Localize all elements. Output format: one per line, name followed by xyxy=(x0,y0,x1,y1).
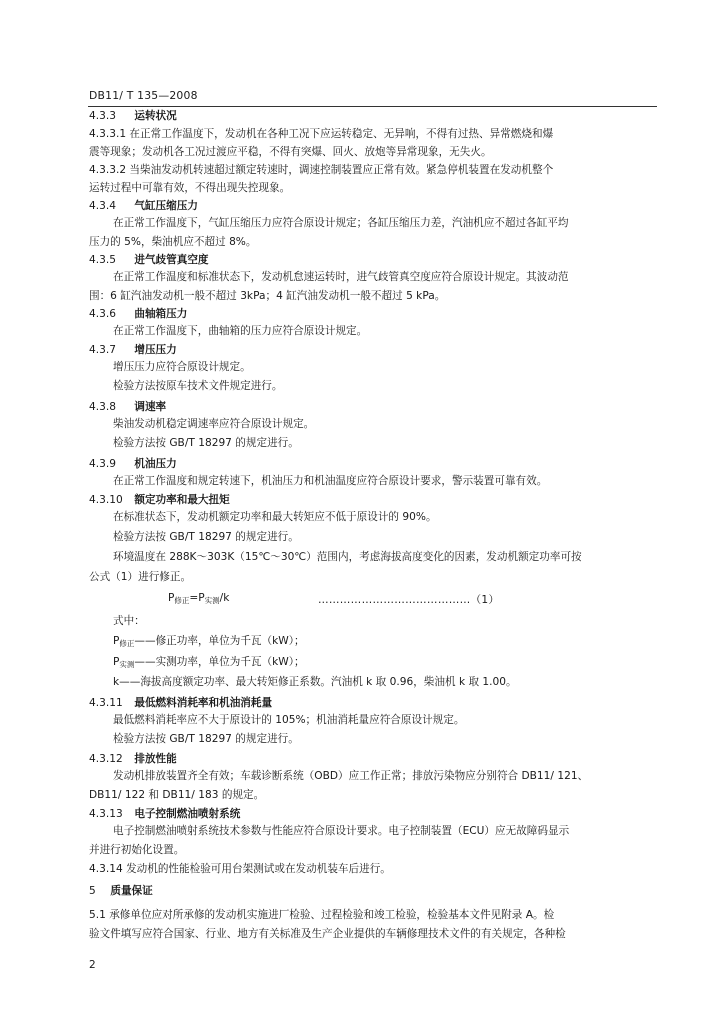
section-4-3-8-heading xyxy=(89,398,166,416)
section-title: 额定功率和最大扭矩 xyxy=(134,494,230,506)
section-number: 4.3.6 xyxy=(89,308,116,320)
paragraph-line: 压力的 5%，柴油机应不超过 8%。 xyxy=(89,236,257,248)
section-number: 4.3.12 xyxy=(89,753,123,765)
paragraph-line: 4.3.14 发动机的性能检验可用台架测试或在发动机装车后进行。 xyxy=(89,863,391,875)
paragraph-line: 电子控制燃油喷射系统技术参数与性能应符合原设计要求。电子控制装置（ECU）应无故障码显示 xyxy=(113,825,570,837)
paragraph-line: 围：6 缸汽油发动机一般不超过 3kPa；4 缸汽油发动机一般不超过 5 kPa。 xyxy=(89,290,446,302)
definition-symbol: P xyxy=(113,635,120,647)
paragraph-line: 在正常工作温度和规定转速下，机油压力和机油温度应符合原设计要求，警示装置可靠有效。 xyxy=(113,475,548,487)
section-title: 机油压力 xyxy=(134,458,177,470)
paragraph-line: 柴油发动机稳定调速率应符合原设计规定。 xyxy=(113,418,315,430)
paragraph-line: 并进行初始化设置。 xyxy=(89,844,185,856)
section-number: 4.3.5 xyxy=(89,254,116,266)
paragraph-line: 在正常工作温度下，气缸压缩压力应符合原设计规定；各缸压缩压力差，汽油机应不超过各缸平均 xyxy=(113,217,569,229)
section-title: 调速率 xyxy=(134,401,167,413)
formula-subscript: 修正 xyxy=(174,596,190,605)
formula-number: ……………………………………（1） xyxy=(318,594,500,606)
section-title: 电子控制燃油喷射系统 xyxy=(134,808,241,820)
paragraph-line: 在正常工作温度和标准状态下，发动机怠速运转时，进气歧管真空度应符合原设计规定。其波动范 xyxy=(113,271,569,283)
section-4-3-10-heading xyxy=(89,491,230,509)
section-title: 最低燃料消耗率和机油消耗量 xyxy=(134,697,273,709)
section-4-3-9-heading xyxy=(89,455,177,473)
section-number: 5 xyxy=(89,885,96,897)
section-number: 4.3.8 xyxy=(89,401,116,413)
section-5-heading xyxy=(89,882,153,900)
section-title: 排放性能 xyxy=(134,753,177,765)
section-number: 4.3.9 xyxy=(89,458,116,470)
definition-line xyxy=(113,632,305,653)
paragraph-line: 检验方法按 GB/T 18297 的规定进行。 xyxy=(113,437,299,449)
where-label: 式中： xyxy=(113,615,145,627)
section-4-3-4-heading xyxy=(89,197,198,215)
section-4-3-11-heading xyxy=(89,694,272,712)
paragraph-line: 检验方法按 GB/T 18297 的规定进行。 xyxy=(113,733,299,745)
section-number: 4.3.7 xyxy=(89,344,116,356)
section-number: 4.3.3 xyxy=(89,110,116,122)
section-title: 质量保证 xyxy=(110,885,153,897)
paragraph-line: 在标准状态下，发动机额定功率和最大转矩应不低于原设计的 90%。 xyxy=(113,511,437,523)
section-title: 进气歧管真空度 xyxy=(134,254,209,266)
paragraph-line: 4.3.3.2 当柴油发动机转速超过额定转速时，调速控制装置应正常有效。紧急停机装置在发动机整个 xyxy=(89,164,554,176)
page-number: 2 xyxy=(89,959,96,971)
section-title: 气缸压缩压力 xyxy=(134,200,198,212)
section-number: 4.3.13 xyxy=(89,808,123,820)
formula-symbol: /k xyxy=(219,592,230,604)
paragraph-line: 验文件填写应符合国家、行业、地方有关标准及生产企业提供的车辆修理技术文件的有关规定，各种检 xyxy=(89,928,566,940)
section-4-3-6-heading xyxy=(89,305,187,323)
formula-symbol: P xyxy=(168,592,175,604)
definition-line xyxy=(113,653,305,674)
section-4-3-7-heading xyxy=(89,341,177,359)
section-title: 曲轴箱压力 xyxy=(134,308,188,320)
section-number: 4.3.4 xyxy=(89,200,116,212)
paragraph-line: 在正常工作温度下，曲轴箱的压力应符合原设计规定。 xyxy=(113,325,368,337)
definition-line: k——海拔高度额定功率、最大转矩修正系数。汽油机 k 取 0.96，柴油机 k 取 1.00。 xyxy=(113,676,517,688)
paragraph-line: 5.1 承修单位应对所承修的发动机实施进厂检验、过程检验和竣工检验，检验基本文件见附录 A。检 xyxy=(89,909,555,921)
section-number: 4.3.11 xyxy=(89,697,123,709)
section-title: 增压压力 xyxy=(134,344,177,356)
section-4-3-13-heading xyxy=(89,805,240,823)
definition-symbol: P xyxy=(113,656,120,668)
section-number: 4.3.10 xyxy=(89,494,123,506)
section-title: 运转状况 xyxy=(134,110,177,122)
paragraph-line: 检验方法按 GB/T 18297 的规定进行。 xyxy=(113,531,299,543)
paragraph-line: 环境温度在 288K～303K（15℃～30℃）范围内，考虑海拔高度变化的因素，发动机额定功率可按 xyxy=(113,551,582,563)
section-4-3-3-heading xyxy=(89,107,177,125)
formula xyxy=(168,592,229,606)
definition-text: ——实测功率，单位为千瓦（kW）； xyxy=(134,656,305,668)
paragraph-line: 公式（1）进行修正。 xyxy=(89,571,192,583)
paragraph-line: 运转过程中可靠有效，不得出现失控现象。 xyxy=(89,182,291,194)
paragraph-line: 最低燃料消耗率应不大于原设计的 105%；机油消耗量应符合原设计规定。 xyxy=(113,714,465,726)
paragraph-line: 4.3.3.1 在正常工作温度下，发动机在各种工况下应运转稳定、无异响，不得有过热、异常燃烧和爆 xyxy=(89,128,554,140)
section-4-3-5-heading xyxy=(89,251,209,269)
paragraph-line: 检验方法按原车技术文件规定进行。 xyxy=(113,380,283,392)
paragraph-line: 增压压力应符合原设计规定。 xyxy=(113,361,251,373)
paragraph-line: 震等现象；发动机各工况过渡应平稳，不得有突爆、回火、放炮等异常现象，无失火。 xyxy=(89,146,492,158)
definition-subscript: 修正 xyxy=(119,639,135,648)
formula-subscript: 实测 xyxy=(204,596,220,605)
section-4-3-12-heading xyxy=(89,750,177,768)
paragraph-line: 发动机排放装置齐全有效；车载诊断系统（OBD）应工作正常；排放污染物应分别符合 DB11/ 121、 xyxy=(113,770,589,782)
paragraph-line: DB11/ 122 和 DB11/ 183 的规定。 xyxy=(89,789,265,801)
document-header: DB11/ T 135—2008 xyxy=(89,89,198,102)
definition-text: ——修正功率，单位为千瓦（kW）； xyxy=(134,635,305,647)
formula-symbol: =P xyxy=(189,592,205,604)
definition-subscript: 实测 xyxy=(119,660,135,669)
